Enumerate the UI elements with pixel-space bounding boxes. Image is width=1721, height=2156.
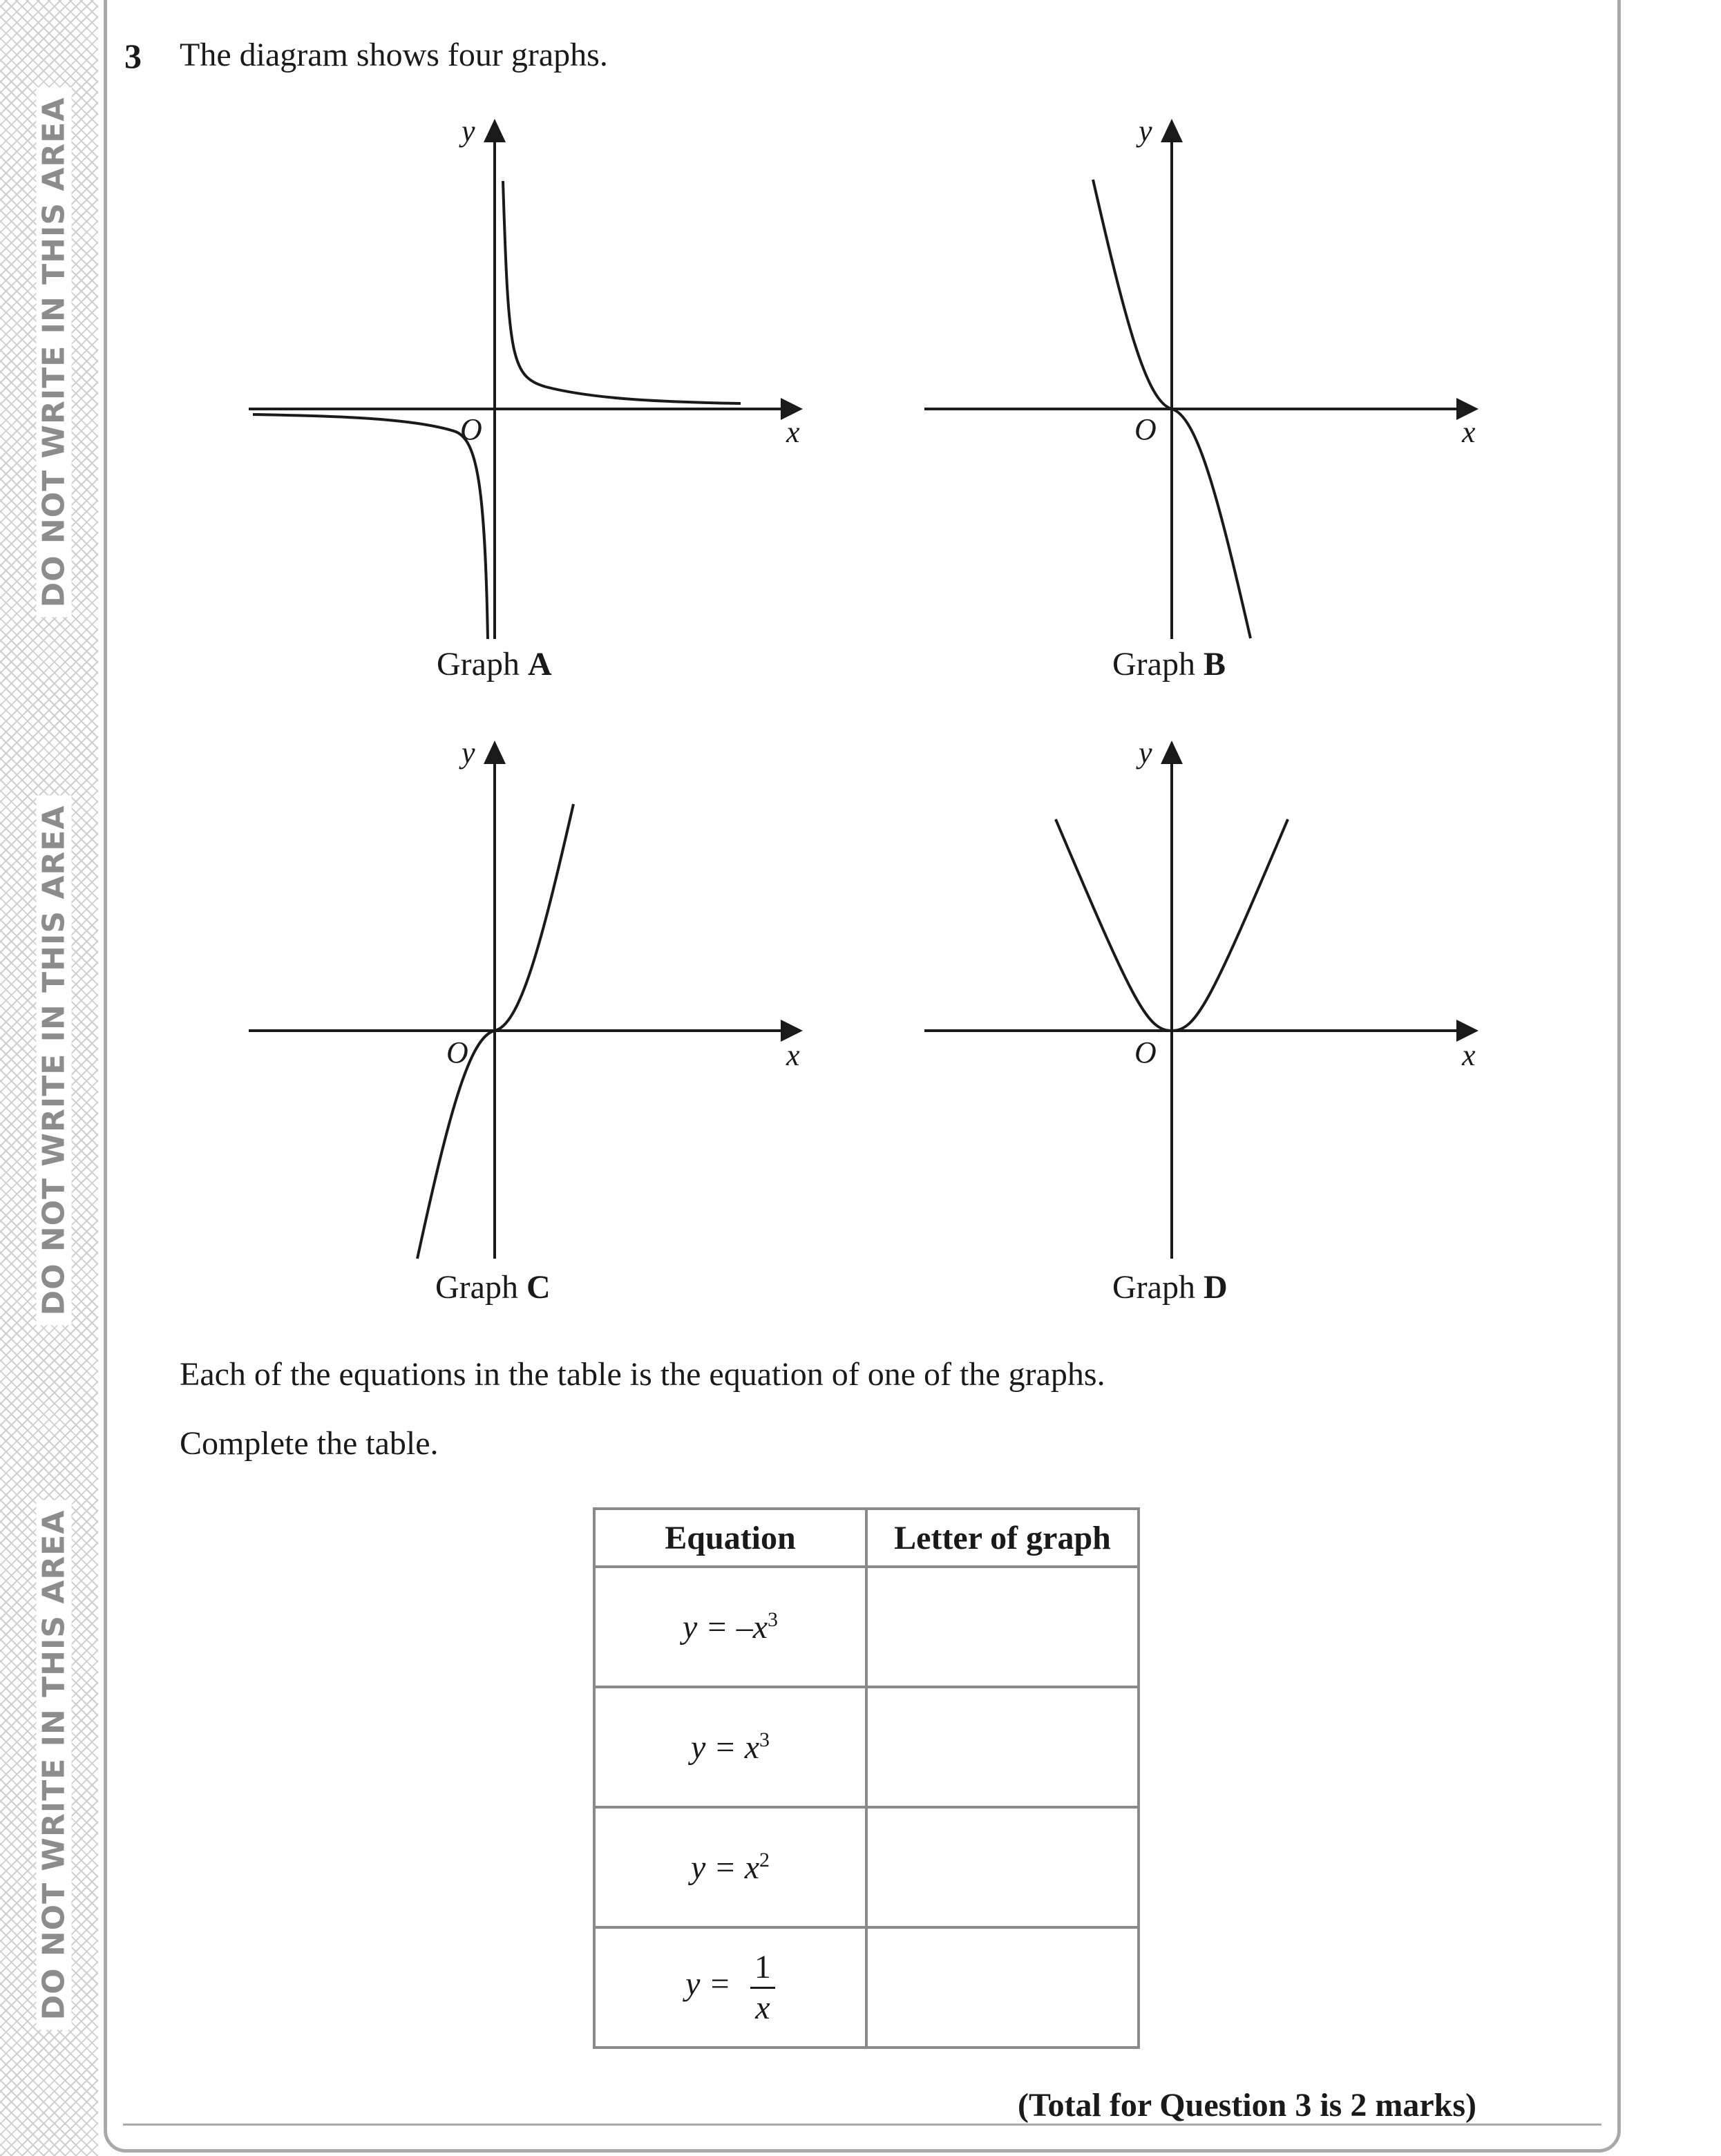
answer-cell[interactable]	[866, 1807, 1139, 1927]
margin-warning-label: DO NOT WRITE IN THIS AREA	[37, 88, 72, 618]
graph-c-y-label: y	[462, 736, 475, 770]
graph-b-y-label: y	[1139, 114, 1152, 148]
table-row	[594, 1567, 1139, 1687]
graph-b-x-label: x	[1462, 415, 1476, 449]
graph-letter: D	[1203, 1269, 1228, 1306]
graph-d-y-label: y	[1139, 736, 1152, 770]
graph-a-caption	[437, 645, 552, 683]
equation-cell	[594, 1567, 866, 1687]
graph-d-origin-label: O	[1134, 1036, 1157, 1069]
answer-table	[593, 1507, 1140, 2049]
equation-text: y =	[685, 1966, 739, 2003]
graph-letter: B	[1203, 646, 1226, 683]
fraction-numerator: 1	[750, 1948, 775, 1988]
answer-cell[interactable]	[866, 1567, 1139, 1687]
equation-exponent: 3	[759, 1728, 770, 1751]
table-row	[594, 1687, 1139, 1807]
equation-fraction	[750, 1948, 775, 2026]
equation-exponent: 3	[768, 1608, 778, 1631]
graph-d-y-arrow	[1161, 741, 1183, 764]
graph-caption-word: Graph	[1112, 646, 1195, 683]
graph-c-origin-label: O	[446, 1036, 468, 1069]
equation-cell	[594, 1807, 866, 1927]
question-intro: The diagram shows four graphs.	[180, 37, 608, 73]
graph-caption-word: Graph	[1112, 1269, 1195, 1306]
answer-cell[interactable]	[866, 1927, 1139, 2048]
fraction-denominator: x	[755, 1989, 770, 2026]
answer-cell[interactable]	[866, 1687, 1139, 1807]
table-row	[594, 1927, 1139, 2048]
equation-text: y = x	[691, 1728, 759, 1766]
graph-a-origin-label: O	[460, 412, 482, 446]
graph-b-caption	[1112, 645, 1226, 683]
equation-cell	[594, 1687, 866, 1807]
graph-caption-word: Graph	[435, 1269, 518, 1306]
graph-a-curve-negative	[253, 414, 488, 639]
graph-b-origin-label: O	[1134, 412, 1157, 446]
table-header-equation: Equation	[594, 1509, 866, 1567]
instruction-text: Each of the equations in the table is the equation of one of the graphs.	[180, 1356, 1105, 1393]
graph-d-x-label: x	[1462, 1038, 1476, 1072]
graph-caption-word: Graph	[437, 646, 520, 683]
equation-text: y = –x	[683, 1608, 768, 1645]
question-number: 3	[124, 37, 142, 75]
equation-exponent: 2	[759, 1848, 770, 1871]
question-total-marks: (Total for Question 3 is 2 marks)	[1017, 2087, 1476, 2124]
table-header-row	[594, 1509, 1139, 1567]
graph-letter: C	[526, 1269, 551, 1306]
graph-letter: A	[527, 646, 552, 683]
graph-a-x-label: x	[786, 415, 800, 449]
margin-warning-label: DO NOT WRITE IN THIS AREA	[37, 796, 72, 1326]
table-row	[594, 1807, 1139, 1927]
graph-a-y-label: y	[462, 114, 475, 148]
graph-c-y-arrow	[484, 741, 506, 764]
graph-a-y-arrow	[484, 119, 506, 142]
graph-b-y-arrow	[1161, 119, 1183, 142]
equation-cell	[594, 1927, 866, 2048]
equation-text: y = x	[691, 1849, 759, 1886]
graph-c-x-label: x	[786, 1038, 800, 1072]
graph-a-curve-positive	[503, 181, 741, 403]
margin-warning-label: DO NOT WRITE IN THIS AREA	[37, 1500, 72, 2030]
instruction-text: Complete the table.	[180, 1425, 439, 1462]
graph-c-caption	[435, 1268, 551, 1306]
table-header-letter: Letter of graph	[866, 1509, 1139, 1567]
graph-d-caption	[1112, 1268, 1228, 1306]
